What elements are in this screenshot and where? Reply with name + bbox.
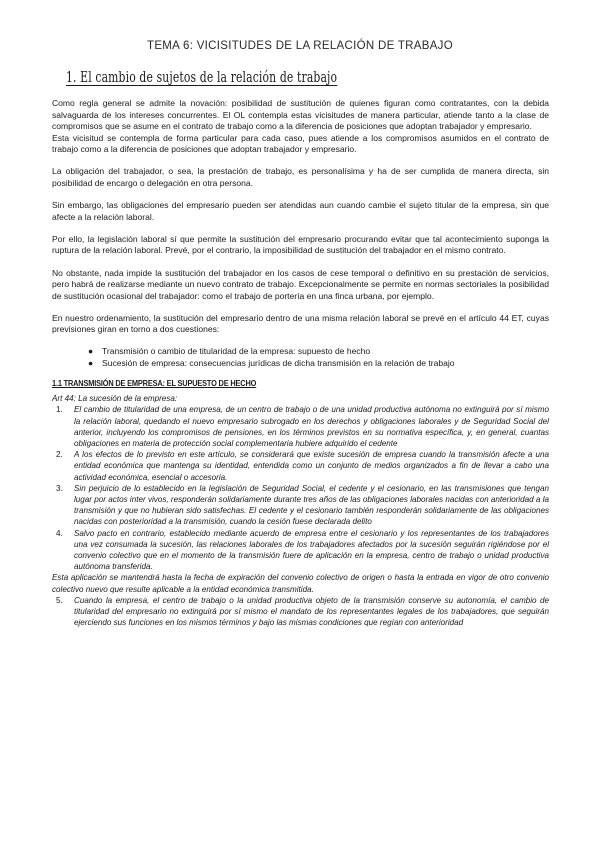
article-quote	[52, 393, 549, 628]
item-number: 4.	[56, 528, 63, 538]
list-item	[88, 357, 549, 369]
article-title: Art 44: La sucesión de la empresa:	[52, 394, 178, 404]
paragraph: Por ello, la legislación laboral sí que permite la sustitución del empresario procurando evitar que tal acontecimiento suponga la ruptura de la relación laboral. Prevé, por el contrario, la imposibilidad de sustitución del trabajador en el mismo contrato.	[52, 233, 549, 256]
article-item	[52, 528, 549, 573]
section-title: 1. El cambio de sujetos de la relación de trabajo	[66, 68, 338, 86]
paragraph: La obligación del trabajador, o sea, la prestación de trabajo, es personalísima y ha de ser cumplida de manera directa, sin posibilidad de encargo o delegación en otra persona.	[52, 166, 549, 189]
bullet-icon: ●	[88, 345, 94, 356]
article-item	[52, 404, 549, 449]
article-note: Esta aplicación se mantendrá hasta la fecha de expiración del convenio colectivo de origen o hasta la entrada en vigor de otro convenio colectivo nuevo que resulte aplicable a la entidad económica transmitida.	[52, 573, 549, 594]
paragraph: Como regla general se admite la novación: posibilidad de sustitución de quienes figuran como contratantes, con la debida salvaguarda de los intereses concurrentes. El OL contempla estas vicisitudes de manera particular, atiende tanto a la clase de compromisos que se asume en el contrato de trabajo como a la diferencia de posiciones que adoptan trabajador y empresario.	[52, 98, 549, 132]
paragraph: No obstante, nada impide la sustitución del trabajador en los casos de cese temporal o definitivo en su prestación de servicios, pero habrá de realizarse mediante un nuevo contrato de trabajo. Excepcionalmente se permite en normas sectoriales la posibilidad de sustitución ocasional del trabajador: como el trabajo de portería en una finca urbana, por ejemplo.	[52, 267, 549, 301]
subsection-title: 1.1 TRANSMISIÓN DE EMPRESA: EL SUPUESTO DE HECHO	[52, 377, 257, 388]
article-item	[52, 483, 549, 528]
item-text: A los efectos de lo previsto en este artículo, se considerará que existe sucesión de empresa cuando la transmisión afecte a una entidad económica que mantenga su identidad, entendida como un conjunto de medios organizados a fin de llevar a cabo una actividad económica, esencial o accesoria.	[74, 450, 549, 482]
list-item-text: Sucesión de empresa: consecuencias jurídicas de dicha transmisión en la relación de trabajo	[102, 357, 455, 368]
document-body	[52, 98, 549, 628]
paragraph: En nuestro ordenamiento, la sustitución del empresario dentro de una misma relación laboral se prevé en el artículo 44 ET, cuyas previsiones giran en torno a dos cuestiones:	[52, 312, 549, 335]
item-text: Cuando la empresa, el centro de trabajo o la unidad productiva objeto de la transmisión conserve su autonomía, el cambio de titularidad del empresario no extinguirá por sí mismo el mandato de los representantes legales de los trabajadores, que seguirán ejerciendo sus funciones en los mismos términos y bajo las mismas condiciones que regían con anterioridad	[74, 595, 549, 628]
article-items-continued	[52, 595, 549, 629]
item-text: El cambio de titularidad de una empresa, de un centro de trabajo o de una unidad productiva autónoma no extinguirá por sí mismo la relación laboral, quedando el nuevo empresario subrogado en los derechos y obligaciones laborales y de Seguridad Social del anterior, incluyendo los compromisos de pensiones, en los términos previstos en su normativa específica, y, en general, cuantas obligaciones en materia de protección social complementaria hubiere adquirido el cedente	[74, 405, 549, 448]
item-text: Sin perjuicio de lo establecido en la legislación de Seguridad Social, el cedente y el cesionario, en las transmisiones que tengan lugar por actos inter vivos, responderán solidariamente durante tres años de las obligaciones laborales nacidas con anterioridad a la transmisión y que no hubieran sido satisfechas. El cedente y el cesionario también responderán solidariamente de las obligaciones nacidas con posterioridad a la transmisión, cuando la cesión fuese declarada delito	[74, 483, 549, 527]
article-items	[52, 404, 549, 572]
article-item	[52, 449, 549, 483]
item-number: 2.	[56, 450, 63, 460]
page-header: TEMA 6: VICISITUDES DE LA RELACIÓN DE TRABAJO	[147, 40, 453, 52]
paragraph: Esta vicisitud se contempla de forma particular para cada caso, pues atiende a los compromisos asumidos en el contrato de trabajo como a la diferencia de posiciones que adoptan trabajador y empresario.	[52, 132, 549, 155]
item-number: 3.	[56, 483, 63, 493]
list-item-text: Transmisión o cambio de titularidad de la empresa: supuesto de hecho	[102, 345, 371, 356]
bullet-icon: ●	[88, 357, 94, 368]
article-item	[52, 595, 549, 629]
item-number: 1.	[56, 405, 63, 415]
bullet-list	[52, 345, 549, 369]
list-item	[88, 345, 549, 357]
item-number: 5.	[56, 595, 63, 605]
item-text: Salvo pacto en contrario, establecido mediante acuerdo de empresa entre el cesionario y los representantes de los trabajadores una vez consumada la sucesión, las relaciones laborales de los trabajadores afectados por la sucesión seguirán rigiéndose por el convenio colectivo que en el momento de la transmisión fuere de aplicación en la empresa, centro de trabajo o unidad productiva autónoma transferida.	[74, 528, 549, 572]
paragraph: Sin embargo, las obligaciones del empresario pueden ser atendidas aun cuando cambie el sujeto titular de la empresa, sin que afecte a la relación laboral.	[52, 200, 549, 222]
